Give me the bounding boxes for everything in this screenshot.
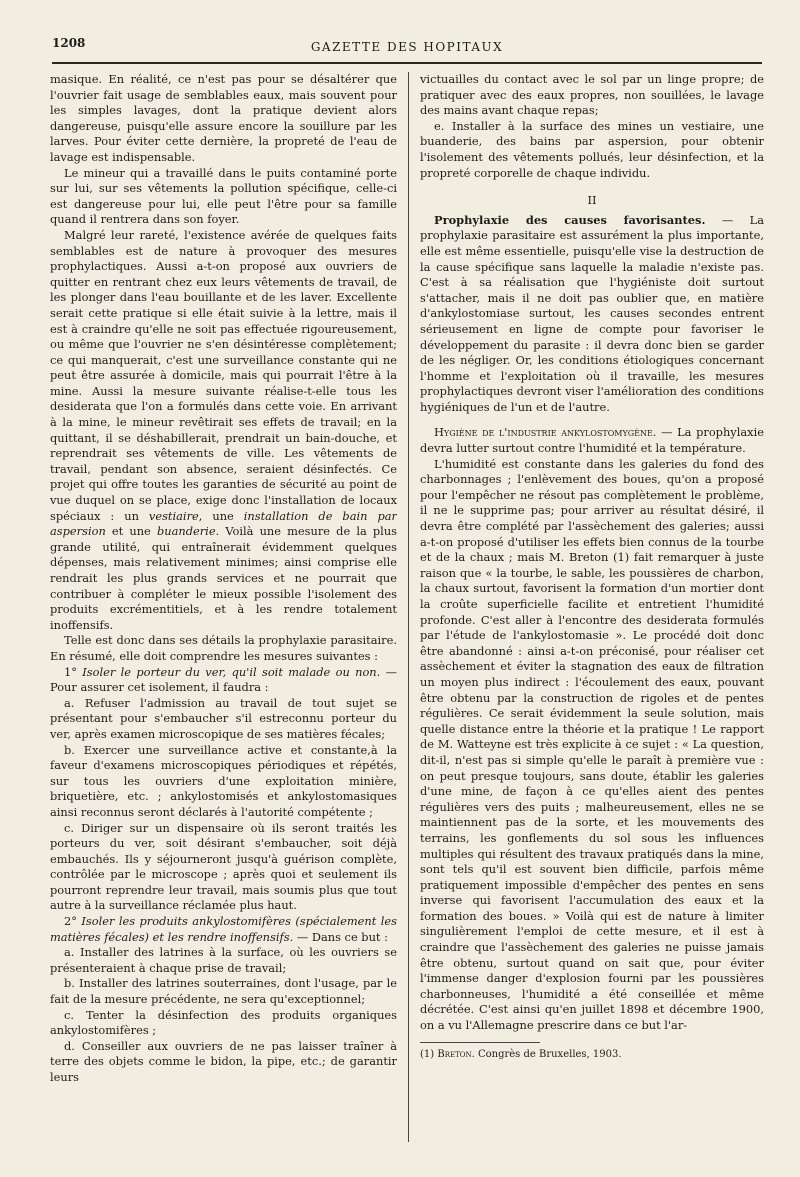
paragraph: Le mineur qui a travaillé dans le puits contaminé porte sur lui, sur ses vêtements la pollution spécifique, celle-ci est dangereuse pour lui, elle peut l'être pour sa famille quand il rentrera dans son foyer. [50, 165, 397, 227]
section-number: II [587, 193, 597, 208]
list-item: d. Conseiller aux ouvriers de ne pas laisser traîner à terre des objets comme le bidon, la pipe, etc.; de garantir leurs [50, 1038, 397, 1084]
column-divider [408, 72, 409, 1142]
list-item: b. Installer des latrines souterraines, dont l'usage, par le fait de la mesure précédente, ne sera qu'exceptionnel; [50, 976, 397, 1007]
right-column [420, 72, 764, 1162]
paragraph: Hygiène de l'industrie ankylostomygène. — La prophylaxie devra lutter surtout contre l'humidité et la température. [420, 425, 764, 456]
page-number: 1208 [52, 36, 86, 50]
footnote: (1) Breton. Congrès de Bruxelles, 1903. [420, 1048, 622, 1060]
journal-title: GAZETTE DES HOPITAUX [310, 40, 504, 54]
header-rule [52, 62, 762, 64]
list-item: c. Diriger sur un dispensaire où ils seront traités les porteurs du ver, soit désirant s'embaucher, soit déjà embauchés. Ils y séjourneront jusqu'à guérison complète, contrôlée par le microscope ; après quoi et seulement ils pourront reprendre leur travail, mais soumis plus que tout autre à la surveillance réclamée plus haut. [50, 820, 397, 913]
paragraph: Telle est donc dans ses détails la prophylaxie parasitaire. En résumé, elle doit comprendre les mesures suivantes : [50, 633, 397, 663]
paragraph: Malgré leur rareté, l'existence avérée de quelques faits semblables est de nature à provoquer des mesures prophylactiques. Aussi a-t-on proposé aux ouvriers de quitter en rentrant chez eux leurs vêtements de travail, de les plonger dans l'eau bouillante et de les laver. Excellente serait cette pratique si elle était suivie à la lettre, mais il est à craindre qu'elle ne soit pas effectuée rigoureusement, ou même que l'ouvrier ne s'en désintéresse complètement; ce qui manquerait, c'est une surveillance constante qui ne peut être assurée à domicile, mais qui pourrait l'être à la mine. Aussi la mesure suivante réalise-t-elle tous les desiderata que l'on a formulés dans cette voie. En arrivant à la mine, le mineur revêtirait ses effets de travail; en la quittant, il se déshabillerait, prendrait un bain-douche, et reprendrait ses vêtements de ville. Les vêtements de travail, pendant son absence, seraient désinfectés. Ce projet qui offre toutes les garanties de sécurité au point de vue duquel on se place, exige donc l'installation de locaux spéciaux : un vestiaire, une installation de bain par aspersion et une buanderie. Voilà une mesure de la plus grande utilité, qui entraînerait évidemment quelques dépenses, mais relativement minimes; ainsi comprise elle rendrait les plus grands services et ne pourrait que contribuer à compléter le mieux possible l'isolement des produits excrémentitiels, et à les rendre totalement inoffensifs. [50, 227, 397, 632]
list-item: a. Refuser l'admission au travail de tout sujet se présentant pour s'embaucher s'il estreconnu porteur du ver, après examen microscopique de ses matières fécales; [50, 695, 397, 741]
list-heading: 1° Isoler le porteur du ver, qu'il soit malade ou non. — Pour assurer cet isolement, il faudra : [50, 664, 397, 695]
paragraph: victuailles du contact avec le sol par un linge propre; de pratiquer avec des eaux propres, non souillées, le lavage des mains avant chaque repas; [420, 72, 764, 118]
list-item: b. Exercer une surveillance active et constante,à la faveur d'examens microscopiques périodiques et répétés, sur tous les ouvriers d'une exploitation minière, briquetière, etc. ; ankylostomisés et ankylostomasiques ainsi reconnus seront déclarés à l'autorité compétente ; [50, 742, 397, 819]
left-column [50, 72, 397, 1162]
paragraph: L'humidité est constante dans les galeries du fond des charbonnages ; l'enlèvement des boues, qu'on a proposé pour l'empêcher ne résout pas complètement le problème, il ne le supprime pas; pour arriver au résultat désiré, il devra être complété par l'assèchement des galeries; aussi a-t-on proposé d'utiliser les effets bien connus de la tourbe et de la chaux ; mais M. Breton (1) fait remarquer à juste raison que « la tourbe, le sable, les poussières de charbon, la chaux surtout, favorisent la formation d'un mortier dont la croûte superficielle facilite et entretient l'humidité profonde. C'est aller à l'encontre des desiderata formulés par l'étude de l'ankylostomasie ». Le procédé doit donc être abandonné : ainsi a-t-on préconisé, pour réaliser cet assèchement et éviter la stagnation des eaux de filtration un moyen plus indirect : l'écoulement des eaux, pouvant être obtenu par la construction de rigoles et de pentes régulières. Ce serait évidemment la seule solution, mais quelle distance entre la théorie et la pratique ! Le rapport de M. Watteyne est très explicite à ce sujet : « La question, dit-il, n'est pas si simple qu'elle le paraît à première vue : on peut presque toujours, sans doute, établir les galeries d'une mine, de façon à ce qu'elles aient des pentes régulières vers des puits ; malheureusement, elles ne se maintiennent pas de la sorte, et les mouvements des terrains, les gonflements du sol sous les influences multiples qui résultent des travaux pratiqués dans la mine, sont tels qu'il est souvent bien difficile, parfois même pratiquement impossible d'empêcher des pentes en sens inverse qui favorisent l'accumulation des eaux et la formation des boues. » Voilà qui est de nature à limiter singulièrement l'emploi de cette mesure, et il est à craindre que l'assèchement des galeries ne puisse jamais être obtenu, surtout quand on sait que, pour éviter l'immense danger d'explosion fourni par les poussières charbonneuses, l'humidité a été conseillée et même décrétée. C'est ainsi qu'en juillet 1898 et décembre 1900, on a vu l'Allemagne prescrire dans ce but l'ar- [420, 456, 764, 1033]
page-header [52, 30, 762, 60]
list-item: e. Installer à la surface des mines un vestiaire, une buanderie, des bains par aspersion, pour obtenir l'isolement des vêtements pollués, leur désinfection, et la propreté corporelle de chaque individu. [420, 118, 764, 180]
paragraph: masique. En réalité, ce n'est pas pour se désaltérer que l'ouvrier fait usage de semblables eaux, mais souvent pour les simples lavages, dont la pratique devient alors dangereuse, puisqu'elle assure encore la souillure par les larves. Pour éviter cette dernière, la propreté de l'eau de lavage est indispensable. [50, 72, 397, 164]
list-heading: 2° Isoler les produits ankylostomifères (spécialement les matières fécales) et les rendre inoffensifs. — Dans ce but : [50, 914, 397, 944]
footnote-rule [420, 1042, 540, 1043]
paragraph: Prophylaxie des causes favorisantes. — La prophylaxie parasitaire est assurément la plus importante, elle est même essentielle, puisqu'elle vise la destruction de la cause spécifique sans laquelle la maladie n'existe pas. C'est à sa réalisation que l'hygiéniste doit surtout s'attacher, mais il ne doit pas oublier que, en matière d'ankylostomiase surtout, les causes secondes entrent sérieusement en ligne de compte pour favoriser le développement du parasite : il devra donc bien se garder de les négliger. Or, les conditions étiologiques concernant l'homme et l'exploitation où il travaille, les mesures prophylactiques devront viser l'amélioration des conditions hygiéniques de l'un et de l'autre. [420, 212, 764, 414]
list-item: a. Installer des latrines à la surface, où les ouvriers se présenteraient à chaque prise de travail; [50, 945, 397, 975]
list-item: c. Tenter la désinfection des produits organiques ankylostomifères ; [50, 1007, 397, 1038]
